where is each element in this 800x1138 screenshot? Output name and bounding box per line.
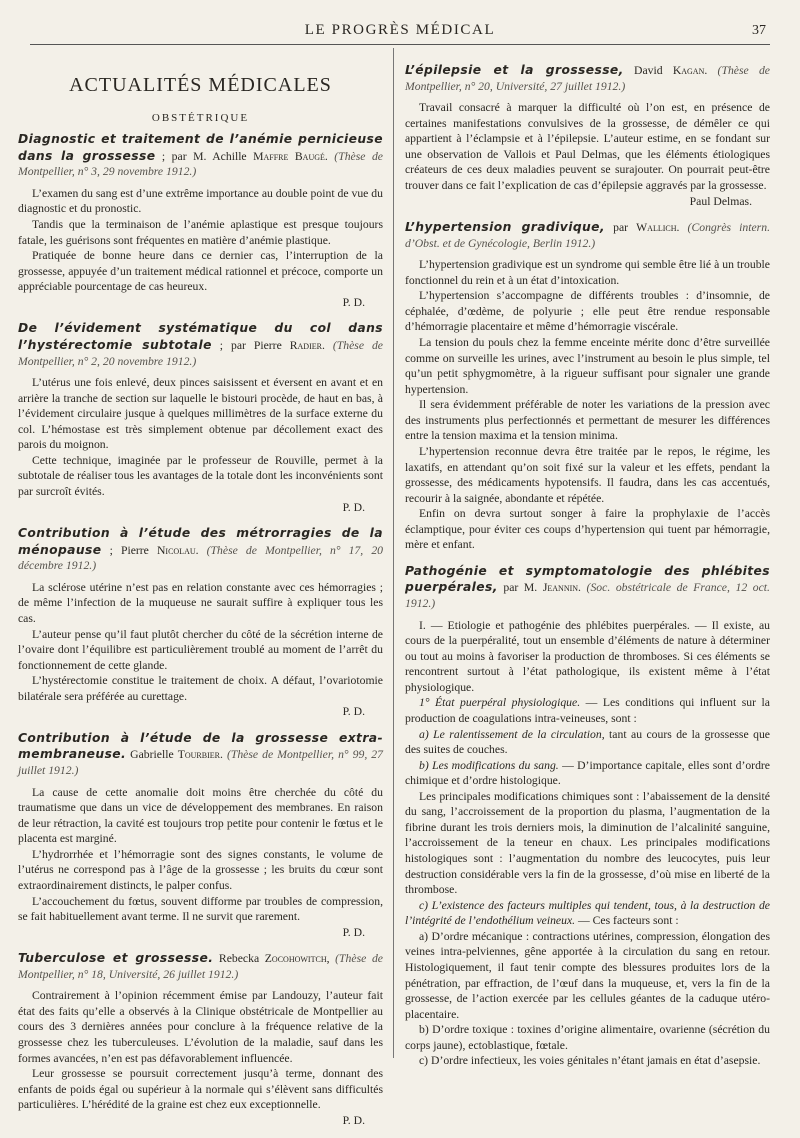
- paragraph: L’utérus une fois enlevé, deux pinces saisissent et éversent en avant et en arrière la tranche de section sur laquelle le bistouri procède, de haut en bas, à l’évidement circulaire jusque à quelques millimètres de la surface externe du col. L’hémostase est très simplement obtenue par décollement exact des parois du moignon.: [18, 376, 383, 452]
- paragraph-text: — Ces facteurs sont :: [575, 914, 679, 928]
- paragraph: La tension du pouls chez la femme enceinte mérite donc d’être surveillée comme on surveille les urines, avec l’instrument au besoin le plus simple, tel qu’un petit sphygmomètre, à la rigueur suffisant pour signaler une grande hypertension.: [405, 336, 770, 396]
- column-divider: [393, 48, 394, 1058]
- article-title: Contribution à l’étude des métrorragies de la ménopause: [18, 526, 383, 557]
- paragraph: [405, 695, 770, 726]
- paragraph: Cette technique, imaginée par le professeur de Rouville, permet à la subtotale de réaliser tous les avantages de la totale dont les inconvénients sont par surcroît évités.: [18, 453, 383, 499]
- article-title: L’hypertension gradivique,: [405, 220, 605, 235]
- paragraph: Contrairement à l’opinion récemment émise par Landouzy, l’auteur fait état des faits qu’elle a observés à la Clinique obstétricale de Montpellier au cours des 3 dernières années pour conclure à la fréquence relative de la grossesse chez les tuberculeuses. L’évolution de la maladie, sauf dans les formes avancées, n’en est pas défavorablement influencée.: [18, 989, 383, 1065]
- article-sep: David: [623, 64, 673, 77]
- article-source: (Thèse de Montpellier, n° 17, 20 décembre 1912.): [18, 543, 384, 573]
- article-heading: [405, 563, 770, 612]
- article-phlebites: [405, 563, 770, 1069]
- article-title: Diagnostic et traitement de l’anémie pernicieuse dans la grossesse: [18, 132, 383, 163]
- paragraph: L’auteur pense qu’il faut plutôt chercher du côté de la sécrétion interne de l’ovaire dont l’équilibre est particulièrement troublé au moment de l’arrêt du fonctionnement de cette glande.: [18, 627, 383, 672]
- page-number: 37: [752, 23, 766, 38]
- signature: P. D.: [342, 500, 365, 514]
- article-title: Pathogénie et symptomatologie des phlébites puerpérales,: [405, 563, 770, 595]
- subsection-title: OBSTÉTRIQUE: [151, 111, 250, 124]
- article-author: Radier.: [289, 338, 325, 352]
- article-heading: [18, 320, 383, 369]
- article-epilepsie: [405, 62, 770, 209]
- article-extra-membraneuse: [18, 730, 383, 940]
- article-evidement: [18, 320, 383, 515]
- article-source: (Congrès intern. d’Obst. et de Gynécologie, Berlin 1912.): [405, 221, 770, 250]
- signature: P. D.: [342, 705, 365, 719]
- paragraph-text: — Les conditions qui influent sur la production de coagulations intra-veineuses, sont :: [405, 696, 770, 725]
- article-title: L’épilepsie et la grossesse,: [405, 63, 624, 77]
- signature: P. D.: [342, 1113, 365, 1127]
- paragraph: Travail consacré à marquer la difficulté où l’on est, en présence de certaines manifestations convulsives de la grossesse, de démêler ce qui appartient à l’éclampsie et à l’épilepsie. L’auteur estime, en se fondant sur une observation de Vallois et Paul Delmas, que les éléments étiologiques créateurs de ces deux maladies peuvent se surajouter. On pourrait peut-être trouver dans ce fait l’explication de cas d’épilepsie aggravés par la grossesse.: [405, 101, 770, 192]
- paragraph: Les principales modifications chimiques sont : l’abaissement de la densité du sang, l’accroissement de la proportion du plasma, l’augmentation de la fibrine durant les trois derniers mois, la diminution de l’alcalinité sanguine, l’accroissement de la teneur en chaux. Les principales modifications histologiques sont : l’augmentation du nombre des leucocytes, puis leur destruction considérable vers la fin de la grossesse, d’où mise en liberté de la thrombose.: [405, 789, 770, 897]
- paragraph: La sclérose utérine n’est pas en relation constante avec ces hémorragies ; de même l’infection de la muqueuse ne saurait suffire à expliquer tous les cas.: [18, 580, 383, 625]
- signature: P. D.: [342, 295, 365, 309]
- paragraph: [405, 898, 770, 929]
- paragraph: Enfin on devra surtout songer à faire la prophylaxie de l’accès éclamptique, pour éviter ces coups d’hypertension qui tuent par hémorragie, mère et enfant.: [405, 507, 770, 552]
- article-anemie: [18, 131, 383, 310]
- article-sep: par: [605, 221, 637, 235]
- article-sep: par M.: [497, 581, 543, 595]
- paragraph: L’hypertension s’accompagne de différents troubles : d’insomnie, de céphalée, d’œdème, de polyurie ; elle peut être rendue responsable d’hémorragie placentaire et même d’hémorragie viscérale.: [405, 289, 770, 334]
- paragraph-text: tant au cours de la grossesse que des suites de couches.: [405, 727, 770, 757]
- article-title: Tuberculose et grossesse.: [18, 951, 214, 966]
- signature: P. D.: [342, 925, 365, 939]
- article-source: (Thèse de Montpellier, n° 2, 20 novembre 1912.): [18, 338, 383, 368]
- page-header: [30, 22, 770, 45]
- article-source: (Thèse de Montpellier, n° 20, Université, 27 juillet 1912.): [405, 64, 770, 93]
- article-source: (Thèse de Montpellier, n° 18, Université, 26 juillet 1912.): [18, 952, 383, 981]
- paragraph: Tandis que la terminaison de l’anémie aplastique est presque toujours fatale, les guérisons sont fréquentes en matière d’anémie plastique.: [18, 218, 383, 247]
- article-tuberculose: [18, 950, 383, 1128]
- article-sep: ; par Pierre: [211, 338, 290, 352]
- journal-title: LE PROGRÈS MÉDICAL: [304, 22, 496, 38]
- article-heading: [405, 219, 770, 251]
- paragraph: L’hypertension gradivique est un syndrome qui semble être lié à un trouble fonctionnel du rein et à un état d’intoxication.: [405, 258, 770, 287]
- paragraph: b) D’ordre toxique : toxines d’origine alimentaire, ovarienne (sécrétion du corps jaune), ectoblastique, fœtale.: [405, 1023, 770, 1052]
- article-sep: Gabrielle: [126, 748, 178, 762]
- paragraph: L’examen du sang est d’une extrême importance au double point de vue du diagnostic et du pronostic.: [18, 186, 383, 216]
- article-author: Jeannin.: [542, 581, 581, 595]
- article-author: Kagan.: [672, 64, 708, 77]
- article-title: Contribution à l’étude de la grossesse extra-membraneuse.: [18, 730, 383, 762]
- paragraph-lead: a) Le ralentissement de la circulation,: [419, 727, 605, 741]
- paragraph: a) D’ordre mécanique : contractions utérines, compression, élongation des veines intra-pelviennes, gêne apportée à la circulation du sang en retour. Histologiquement, il faut tenir compte des blessures produites lors de la pénétration, par effraction, de l’œuf dans la muqueuse, et, vers la fin de la grossesse, de l’action exercée par les cellules géantes de la caduque utéro-placentaire.: [405, 929, 770, 1021]
- article-heading: [18, 950, 383, 982]
- paragraph: Il sera évidemment préférable de noter les variations de la pression avec des instruments plus perfectionnés et permettant de mesurer les différences entre la tension maxima et la tension minima.: [405, 398, 770, 443]
- paragraph-lead: b) Les modifications du sang.: [419, 758, 559, 772]
- paragraph: c) D’ordre infectieux, les voies génitales n’étant jamais en état d’asepsie.: [419, 1054, 761, 1068]
- article-source: (Soc. obstétricale de France, 12 oct. 1912.): [405, 581, 770, 610]
- paragraph: [405, 727, 770, 758]
- article-title: De l’évidement systématique du col dans l’hystérectomie subtotale: [18, 321, 383, 352]
- signature: Paul Delmas.: [689, 194, 752, 208]
- article-heading: [18, 131, 383, 180]
- article-source: (Thèse de Montpellier, n° 99, 27 juillet 1912.): [18, 748, 383, 778]
- article-author: Tourbier.: [177, 748, 223, 762]
- article-author: Nicolau.: [156, 543, 199, 557]
- paragraph: Pratiquée de bonne heure dans ce dernier cas, l’interruption de la grossesse, appuyée d’un traitement médical rationnel et précoce, comporte un appréciable pourcentage de cas heureux.: [18, 249, 383, 294]
- paragraph: L’hypertension reconnue devra être traitée par le repos, le régime, les laxatifs, en attendant qu’on soit fixé sur la valeur et les effets, pendant la grossesse, des médicaments hypotensifs. Il faudra, dans les cas accentués, recourir à la saignée, abondante et répétée.: [405, 444, 770, 505]
- article-sep: ; par M. Achille: [155, 149, 254, 163]
- paragraph: I. — Etiologie et pathogénie des phlébites puerpérales. — Il existe, au cours de la puerpéralité, tout un ensemble d’éléments de nature à déterminer ou tout au moins à favoriser la production de thromboses. Si ces éléments se rencontrent surtout à l’état pathologique, ils existent même à l’état physiologique.: [405, 618, 770, 694]
- right-column: [405, 62, 770, 1079]
- paragraph: L’hydrorrhée et l’hémorragie sont des signes constants, le volume de l’utérus ne correspond pas à l’âge de la grossesse ; les bruits du cœur sont extraordinairement distincts, le palper confus.: [18, 847, 383, 892]
- paragraph: L’hystérectomie constitue le traitement de choix. A défaut, l’ovariotomie bilatérale sera préférée au curettage.: [18, 674, 383, 703]
- left-column: [18, 54, 383, 1138]
- article-heading: [18, 730, 383, 779]
- paragraph: L’accouchement du fœtus, souvent difforme par troubles de compression, se fait habituellement avant terme. Il ne survit que rarement.: [18, 894, 383, 924]
- article-metrorragies: [18, 525, 383, 720]
- paragraph-lead: 1° État puerpéral physiologique.: [419, 696, 581, 710]
- paragraph: [405, 758, 770, 789]
- paragraph: Leur grossesse se poursuit correctement jusqu’à terme, donnant des enfants de poids égal ou supérieur à la normale qui s’élèvent sans difficultés particulières. L’hérédité de la graine est chez eux exceptionnelle.: [18, 1067, 383, 1112]
- article-source: (Thèse de Montpellier, n° 3, 29 novembre 1912.): [18, 149, 383, 179]
- article-sep: ; Pierre: [101, 543, 157, 557]
- article-hypertension: [405, 219, 770, 553]
- article-author: Maffre Baugé.: [253, 149, 328, 163]
- paragraph-text: — D’importance capitale, elles sont d’ordre chimique et d’ordre histologique.: [405, 758, 770, 788]
- paragraph-lead: c) L’existence des facteurs multiples qui tendent, tous, à la destruction de l’intégrité de l’endothélium veineux.: [405, 898, 770, 928]
- article-author: Wallich.: [636, 221, 680, 235]
- article-heading: [18, 525, 383, 574]
- paragraph: La cause de cette anomalie doit moins être cherchée du côté du traumatisme que dans un vice de développement des membranes. En raison de leur rétraction, la cavité est toujours trop petite pour contenir le fœtus et le placenta est marginé.: [18, 785, 383, 846]
- article-heading: [405, 62, 770, 94]
- article-author: Zocohowitch,: [264, 952, 330, 966]
- article-sep: Rebecka: [213, 952, 265, 966]
- section-title: ACTUALITÉS MÉDICALES: [69, 74, 332, 96]
